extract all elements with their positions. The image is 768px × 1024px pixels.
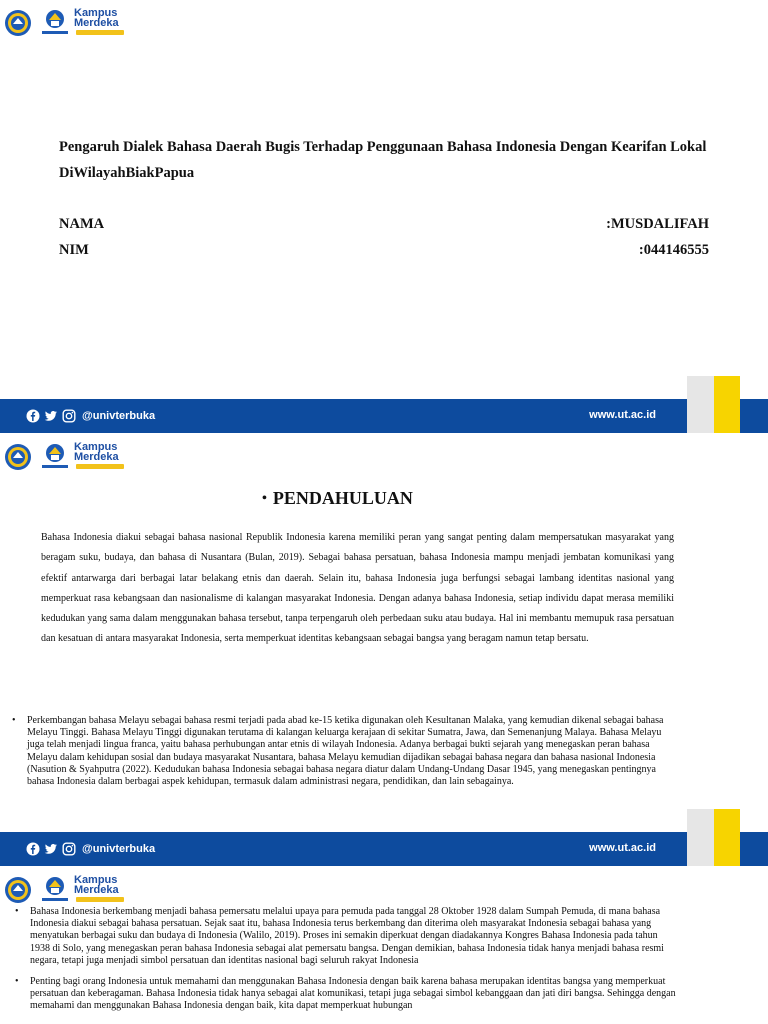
nim-value: :044146555	[638, 242, 709, 258]
list-item	[13, 906, 676, 967]
kampus-merdeka-line2: Merdeka	[74, 451, 119, 463]
kampus-merdeka-strip	[76, 464, 124, 469]
bullet-icon: •	[12, 715, 16, 726]
ut-logo-icon	[4, 876, 32, 904]
nim-row	[59, 242, 709, 262]
twitter-icon[interactable]	[44, 842, 58, 856]
social-handle[interactable]: @univterbuka	[82, 410, 156, 422]
deco-yellow-bar	[714, 809, 740, 866]
logo-group	[4, 873, 128, 907]
kampus-merdeka-line1: Kampus	[74, 874, 118, 886]
instagram-icon[interactable]	[62, 409, 76, 423]
logo-group	[4, 440, 128, 474]
kampus-merdeka-logo	[74, 8, 128, 38]
list-item-text: Bahasa Indonesia berkembang menjadi bahasa pemersatu melalui upaya para pemuda pada tanggal 28 Oktober 1928 dalam Sumpah Pemuda, di mana bahasa Indonesia diakui sebagai bahasa persatuan. Sejak saat itu, bahasa Indonesia terus berkembang dan diterima oleh masyarakat Indonesia sebagai bahasa yang menyatukan berbagai suku dan budaya di Indonesia (Walilo, 2019). Proses ini semakin diperkuat dengan diadakannya Kongres Bahasa Indonesia pada tahun 1938 di Solo, yang menegaskan peran bahasa Indonesia sebagai alat pemersatu bangsa. Dengan demikian, bahasa Indonesia tidak hanya menjadi bahasa resmi negara, tetapi juga menjadi simbol persatuan dan identitas nasional bagi seluruh rakyat Indonesia	[30, 906, 664, 966]
section-heading-text: PENDAHULUAN	[272, 488, 413, 508]
kampus-merdeka-logo	[74, 442, 128, 472]
name-row	[59, 216, 709, 236]
kampus-merdeka-line2: Merdeka	[74, 17, 119, 29]
social-links	[26, 841, 155, 857]
website-link[interactable]: www.ut.ac.id	[589, 409, 656, 421]
deco-yellow-bar	[714, 376, 740, 433]
logo-group	[4, 6, 128, 40]
list-item	[13, 976, 676, 1013]
kampus-merdeka-strip	[76, 30, 124, 35]
deco-grey-bar	[687, 376, 715, 433]
ut-logo-icon	[4, 9, 32, 37]
list-item-text: Perkembangan bahasa Melayu sebagai bahasa resmi terjadi pada abad ke-15 ketika digunakan oleh Kesultanan Malaka, yang kemudian dikenal sebagai bahasa Melayu Tinggi. Bahasa Melayu Tinggi digunakan terutama di kalangan keluarga kerajaan di sekitar Sumatra, Jawa, dan Semenanjung Malaya. Bahasa Melayu juga telah menjadi lingua franca, yaitu bahasa perhubungan antar etnis di wilayah Indonesia. Adanya berbagai bukti sejarah yang menegaskan peran bahasa Melayu dalam kehidupan sosial dan budaya masyarakat Nusantara, bahasa Melayu kemudian dijadikan sebagai bahasa negara dan bahasa nasional Indonesia (Nasution & Syahputra (2022). Kedudukan bahasa Indonesia sebagai bahasa negara diatur dalam Undang-Undang Dasar 1945, yang menegaskan pentingnya bahasa Indonesia dalam berbagai aspek kehidupan, termasuk dalam administrasi negara, pendidikan, dan lain sebagainya.	[27, 715, 664, 788]
slide-introduction	[0, 434, 768, 867]
twitter-icon[interactable]	[44, 409, 58, 423]
tut-wuri-handayani-icon	[38, 441, 72, 473]
facebook-icon[interactable]	[26, 842, 40, 856]
heading-bullet-icon: •	[262, 490, 267, 506]
footer-band	[0, 832, 768, 866]
social-handle[interactable]: @univterbuka	[82, 843, 156, 855]
bullet-icon: •	[15, 976, 19, 988]
tut-wuri-handayani-icon	[38, 7, 72, 39]
list-item-text: Penting bagi orang Indonesia untuk memahami dan menggunakan Bahasa Indonesia dengan baik karena bahasa merupakan identitas bangsa yang memperkuat persatuan dan keberagaman. Bahasa Indonesia tidak hanya sebagai alat komunikasi, tetapi juga sebagai simbol kebanggaan dan jati diri bangsa. Sehingga dengan memahami dan menggunakan Bahasa Indonesia dengan baik, kita dapat memperkuat hubungan	[30, 976, 676, 1012]
nim-label: NIM	[59, 242, 89, 258]
kampus-merdeka-strip	[76, 897, 124, 902]
footer-band	[0, 399, 768, 433]
facebook-icon[interactable]	[26, 409, 40, 423]
slide-cover	[0, 0, 768, 434]
kampus-merdeka-line2: Merdeka	[74, 884, 119, 896]
name-value: :MUSDALIFAH	[606, 216, 709, 232]
social-links	[26, 408, 155, 424]
intro-paragraph: Bahasa Indonesia diakui sebagai bahasa nasional Republik Indonesia karena memiliki peran yang sangat penting dalam mempersatukan masyarakat yang beragam suku, budaya, dan bahasa di Nusantara (Bulan, 2019). Sebagai bahasa persatuan, bahasa Indonesia mampu menjadi jembatan komunikasi yang efektif antarwarga dari berbagai latar belakang etnis dan daerah. Selain itu, bahasa Indonesia juga berfungsi sebagai lambang identitas nasional yang memperkuat rasa kebangsaan dan nasionalisme di kalangan masyarakat Indonesia. Dengan adanya bahasa Indonesia, setiap individu dapat merasa memiliki kedudukan yang sama dalam menggunakan bahasa tersebut, tanpa terpengaruh oleh perbedaan suku atau budaya. Hal ini membantu memupuk rasa persatuan dan kesatuan di antara masyarakat Indonesia, serta memperkuat identitas kebangsaan sebagai bangsa yang beragam namun tetap bersatu.	[41, 532, 674, 645]
slide-continued	[0, 867, 768, 1024]
instagram-icon[interactable]	[62, 842, 76, 856]
ut-logo-icon	[4, 443, 32, 471]
name-label: NAMA	[59, 216, 105, 232]
kampus-merdeka-logo	[74, 875, 128, 905]
document-title: Pengaruh Dialek Bahasa Daerah Bugis Terhadap Penggunaan Bahasa Indonesia Dengan Kearifan Lokal DiWilayahBiakPapua	[59, 139, 707, 181]
tut-wuri-handayani-icon	[38, 874, 72, 906]
intro-bullet-list	[10, 715, 676, 797]
kampus-merdeka-line1: Kampus	[74, 441, 118, 453]
website-link[interactable]: www.ut.ac.id	[589, 842, 656, 854]
list-item	[10, 715, 676, 788]
deco-grey-bar	[687, 809, 715, 866]
continued-bullet-list	[13, 906, 676, 1022]
section-heading	[262, 488, 413, 509]
bullet-icon: •	[15, 906, 19, 917]
kampus-merdeka-line1: Kampus	[74, 7, 118, 19]
